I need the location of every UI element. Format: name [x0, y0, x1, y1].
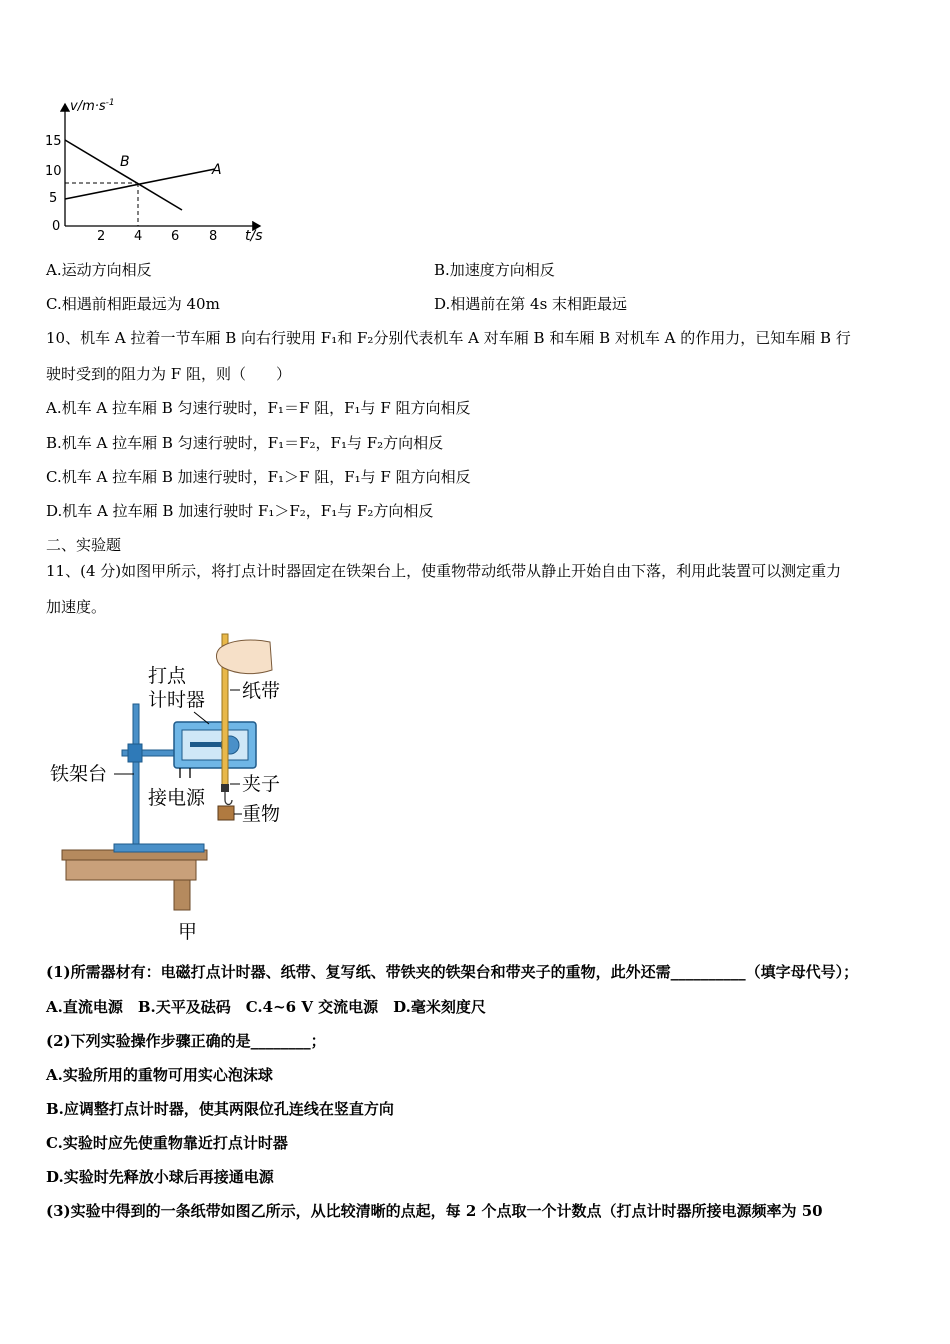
stand-base [114, 844, 204, 852]
y-tick-0: 0 [52, 219, 61, 234]
weight-block [218, 806, 234, 820]
label-timer-2: 计时器 [148, 689, 206, 711]
q10-option-a: A.机车 A 拉车厢 B 匀速行驶时，F₁＝F 阻，F₁与 F 阻方向相反 [46, 399, 471, 417]
q11-part1: (1)所需器材有：电磁打点计时器、纸带、复写纸、带铁夹的铁架台和带夹子的重物，此外还需__________（填字母代号）； [46, 963, 859, 981]
velocity-time-graph [40, 92, 280, 252]
timer-arm [190, 742, 226, 747]
label-power: 接电源 [148, 787, 206, 809]
y-tick-15: 15 [45, 134, 62, 149]
q11-part1-options: A.直流电源 B.天平及砝码 C.4~6 V 交流电源 D.毫米刻度尺 [46, 998, 486, 1016]
x-tick-4: 4 [134, 229, 143, 244]
y-tick-10: 10 [45, 164, 62, 179]
q9-option-d: D.相遇前在第 4s 末相距最远 [434, 295, 628, 313]
q9-option-b: B.加速度方向相反 [434, 261, 555, 279]
q11-part3: (3)实验中得到的一条纸带如图乙所示，从比较清晰的点起，每 2 个点取一个计数点（打点计时器所接电源频率为 50 [46, 1202, 823, 1220]
q11-part2-option-b: B.应调整打点计时器，使其两限位孔连线在竖直方向 [46, 1100, 394, 1118]
label-timer-1: 打点 [148, 665, 187, 687]
figure-caption: 甲 [178, 921, 198, 943]
clamp-knob [128, 744, 142, 762]
x-tick-2: 2 [97, 229, 106, 244]
q11-part2-option-d: D.实验时先释放小球后再接通电源 [46, 1168, 274, 1186]
q9-option-c: C.相遇前相距最远为 40m [46, 295, 220, 313]
q10-stem-line1: 10、机车 A 拉着一节车厢 B 向右行驶用 F₁和 F₂分别代表机车 A 对车厢 B 和车厢 B 对机车 A 的作用力，已知车厢 B 行 [46, 329, 851, 347]
label-tape: 纸带 [242, 680, 281, 702]
hand-shape [217, 640, 272, 674]
x-tick-6: 6 [171, 229, 180, 244]
section-heading: 二、实验题 [46, 536, 122, 554]
x-axis-label: t/s [245, 228, 263, 244]
line-a [65, 169, 215, 199]
label-stand: 铁架台 [50, 763, 108, 785]
label-weight: 重物 [242, 803, 281, 825]
line-b [65, 140, 182, 210]
hook [225, 792, 232, 805]
q11-part2-option-a: A.实验所用的重物可用实心泡沫球 [46, 1066, 273, 1084]
table-surface [66, 860, 196, 880]
y-tick-5: 5 [49, 191, 58, 206]
q10-option-d: D.机车 A 拉车厢 B 加速行驶时 F₁＞F₂，F₁与 F₂方向相反 [46, 502, 434, 520]
q11-stem-line1: 11、(4 分)如图甲所示，将打点计时器固定在铁架台上，使重物带动纸带从静止开始自由下落，利用此装置可以测定重力 [46, 562, 842, 580]
q11-part2-option-c: C.实验时应先使重物靠近打点计时器 [46, 1134, 288, 1152]
label-a: A [212, 162, 222, 178]
q10-option-c: C.机车 A 拉车厢 B 加速行驶时，F₁＞F 阻，F₁与 F 阻方向相反 [46, 468, 471, 486]
q10-option-b: B.机车 A 拉车厢 B 匀速行驶时，F₁＝F₂，F₁与 F₂方向相反 [46, 434, 444, 452]
clip [221, 784, 229, 792]
q11-part2: (2)下列实验操作步骤正确的是________； [46, 1032, 326, 1050]
q9-option-a: A.运动方向相反 [46, 261, 152, 279]
apparatus-figure [44, 626, 304, 944]
table-leg [174, 880, 190, 910]
x-tick-8: 8 [209, 229, 218, 244]
q11-stem-line2: 加速度。 [46, 598, 107, 616]
label-b: B [120, 154, 130, 170]
label-clip: 夹子 [242, 773, 281, 795]
q10-stem-line2: 驶时受到的阻力为 F 阻，则（ ） [46, 365, 291, 383]
y-axis-label: $v/m\cdot s^{-1}$ [70, 98, 115, 114]
